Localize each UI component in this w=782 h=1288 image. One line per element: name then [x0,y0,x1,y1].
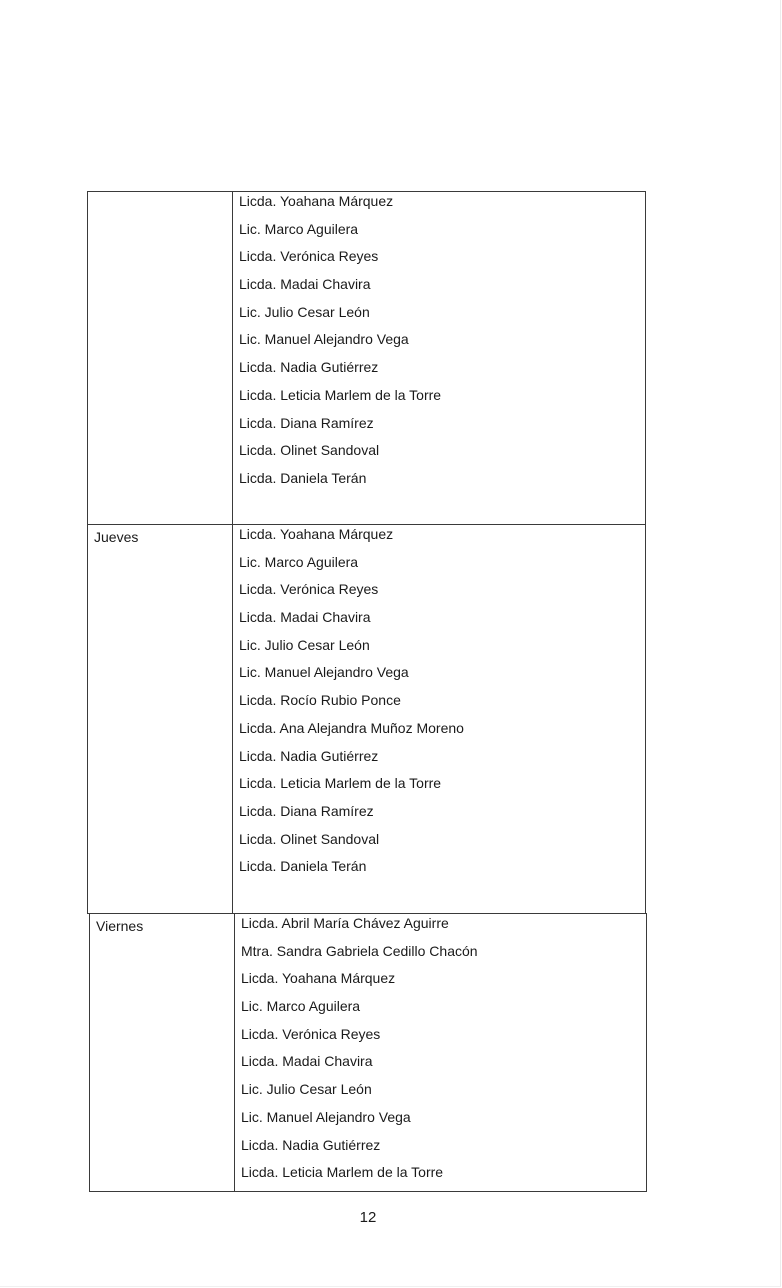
list-item: Lic. Julio Cesar León [239,636,370,653]
schedule-block-jueves [87,524,646,914]
list-item: Licda. Ana Alejandra Muñoz Moreno [239,719,464,736]
schedule-block-viernes [89,913,647,1192]
list-item: Lic. Manuel Alejandro Vega [241,1108,411,1125]
list-item: Licda. Leticia Marlem de la Torre [239,775,442,792]
list-item: Licda. Nadia Gutiérrez [239,747,379,764]
list-item: Licda. Leticia Marlem de la Torre [239,386,442,403]
list-item: Licda. Olinet Sandoval [239,830,380,847]
list-item: Licda. Olinet Sandoval [239,442,380,459]
list-item: Lic. Julio Cesar León [241,1081,372,1098]
list-item: Lic. Manuel Alejandro Vega [239,331,409,348]
table-row [90,914,647,1192]
names-cell [233,525,646,914]
table-row [88,525,646,914]
list-item: Lic. Julio Cesar León [239,303,370,320]
names-list [239,525,645,885]
list-item: Licda. Rocío Rubio Ponce [239,692,401,709]
list-item: Licda. Nadia Gutiérrez [241,1136,381,1153]
list-item: Licda. Diana Ramírez [239,414,374,431]
list-item: Licda. Daniela Terán [239,469,367,486]
list-item: Lic. Marco Aguilera [239,553,359,570]
list-item: Mtra. Sandra Gabriela Cedillo Chacón [241,942,478,959]
day-cell: Jueves [88,525,233,914]
list-item: Licda. Verónica Reyes [239,581,379,598]
list-item: Licda. Yoahana Márquez [241,970,396,987]
schedule-block-continued [87,191,646,525]
names-list [239,192,645,497]
list-item: Lic. Marco Aguilera [241,998,361,1015]
list-item: Licda. Yoahana Márquez [239,193,394,209]
list-item: Licda. Diana Ramírez [239,802,374,819]
list-item: Licda. Madai Chavira [241,1053,373,1070]
list-item: Licda. Verónica Reyes [239,248,379,265]
day-cell: Viernes [90,914,235,1192]
list-item: Licda. Yoahana Márquez [239,526,394,542]
names-list [241,914,646,1191]
list-item: Licda. Daniela Terán [239,858,367,875]
list-item: Licda. Madai Chavira [239,609,371,626]
list-item: Lic. Marco Aguilera [239,220,359,237]
list-item: Licda. Leticia Marlem de la Torre [241,1164,444,1181]
list-item: Licda. Abril María Chávez Aguirre [241,915,449,931]
list-item: Licda. Verónica Reyes [241,1025,381,1042]
names-cell [235,914,647,1192]
list-item: Licda. Nadia Gutiérrez [239,359,379,376]
list-item: Lic. Manuel Alejandro Vega [239,664,409,681]
table-row [88,192,646,525]
day-cell [88,192,233,525]
page-number: 12 [359,1209,377,1226]
names-cell [233,192,646,525]
list-item: Licda. Madai Chavira [239,276,371,293]
